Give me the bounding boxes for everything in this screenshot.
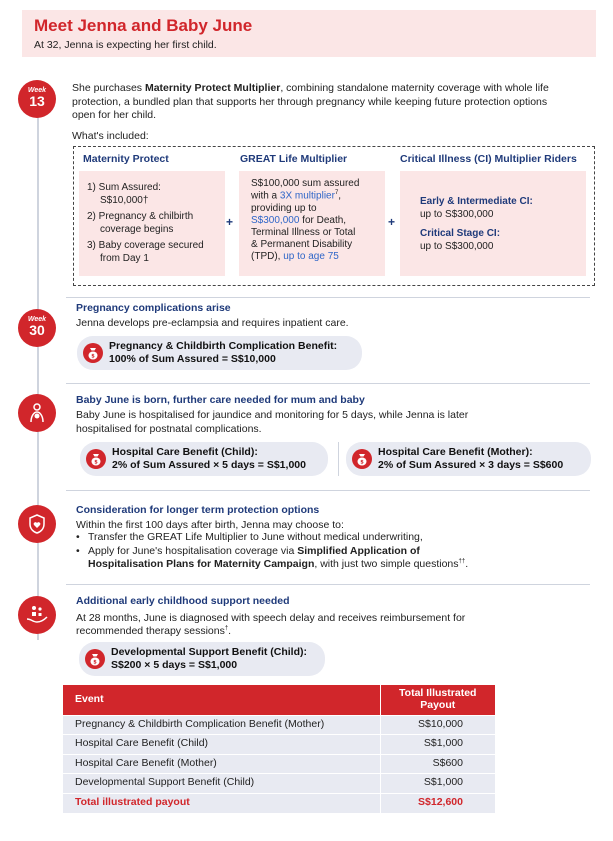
line2-post: , [338, 190, 342, 202]
table-row [63, 715, 495, 735]
ci-riders-box [400, 171, 586, 276]
great-life-line1: S$100,000 sum assured [251, 178, 360, 189]
svg-text:$: $ [91, 353, 95, 360]
option-text-post: , with just two simple questions [314, 558, 459, 571]
header-payout [380, 685, 495, 715]
maternity-protect-title: Maternity Protect [83, 153, 169, 165]
maternity-protect-box [79, 171, 225, 276]
divider-3 [66, 490, 590, 491]
mother-baby-icon [26, 402, 48, 424]
step1-intro [72, 82, 572, 123]
hospital-mother-pill [346, 442, 591, 476]
benefit-name: Developmental Support Benefit (Child): [111, 645, 308, 658]
money-bag-icon [83, 343, 103, 363]
row-payout: S$10,000 [380, 715, 495, 735]
table-row [63, 774, 495, 794]
critical-ci-title: Critical Stage CI: [420, 228, 501, 239]
complication-benefit-text [109, 340, 337, 366]
row-payout: S$1,000 [380, 774, 495, 794]
step4-options-list [76, 531, 468, 572]
money-bag-icon [352, 449, 372, 469]
step4-title: Consideration for longer term protection options [76, 504, 320, 516]
item-coverage-value: coverage begins [100, 224, 174, 235]
benefit-amount: 2% of Sum Assured × 3 days = S$600 [378, 459, 564, 471]
total-value: S$12,600 [380, 793, 495, 813]
timeline-line [37, 80, 39, 640]
page-subtitle: At 32, Jenna is expecting her first child. [34, 39, 217, 52]
benefit-name: Pregnancy & Childbirth Complication Benefit: [109, 339, 338, 352]
money-bag-icon [85, 649, 105, 669]
campaign-name-part2: Hospitalisation Plans for Maternity Campaign [88, 558, 315, 571]
step3-text-line1: Baby June is hospitalised for jaundice and monitoring for 5 days, while Jenna is later [76, 409, 469, 421]
mother-baby-badge [18, 394, 56, 432]
early-ci-title: Early & Intermediate CI: [420, 196, 533, 207]
campaign-name-part1: Simplified Application of [297, 544, 420, 557]
week-30-badge [18, 309, 56, 347]
line7-pre: (TPD), [251, 251, 284, 263]
table-header-row [63, 685, 495, 715]
ci-riders-title: Critical Illness (CI) Multiplier Riders [400, 153, 577, 165]
table-row [63, 754, 495, 774]
header-payout-line1: Total Illustrated [399, 687, 477, 700]
great-life-line5: Terminal Illness or Total [251, 227, 356, 239]
family-care-icon [25, 604, 49, 626]
svg-text:$: $ [360, 459, 364, 466]
divider-4 [66, 584, 590, 585]
step3-title: Baby June is born, further care needed for mum and baby [76, 394, 365, 406]
developmental-benefit-text [111, 646, 307, 672]
money-bag-icon [86, 449, 106, 469]
step5-text-line1: At 28 months, June is diagnosed with speech delay and receives reimbursement for [76, 612, 466, 624]
week-13-badge [18, 80, 56, 118]
item-baby-value: from Day 1 [100, 253, 149, 264]
hospital-child-pill [80, 442, 328, 476]
great-life-line4 [251, 215, 373, 227]
text-end: . [228, 625, 232, 637]
option-hospitalisation [76, 545, 468, 572]
plan-name: Maternity Protect Multiplier [144, 82, 281, 94]
step2-title: Pregnancy complications arise [76, 302, 231, 314]
row-event: Developmental Support Benefit (Child) [63, 774, 380, 794]
week-number: 13 [29, 93, 45, 109]
step4-text: Within the first 100 days after birth, Jenna may choose to: [76, 519, 344, 531]
week-number: 30 [29, 322, 45, 338]
protection-badge [18, 505, 56, 543]
included-label: What's included: [72, 130, 149, 142]
complication-benefit-pill [77, 336, 362, 370]
hospital-mother-text [378, 446, 563, 472]
row-payout: S$1,000 [380, 735, 495, 755]
benefit-name: Hospital Care Benefit (Mother): [378, 445, 533, 458]
great-life-line3: providing up to [251, 202, 317, 214]
item-baby-label: 3) Baby coverage secured [87, 240, 204, 251]
page-title: Meet Jenna and Baby June [34, 16, 253, 35]
benefit-name: Hospital Care Benefit (Child): [112, 445, 258, 458]
critical-ci-value: up to S$300,000 [420, 241, 494, 252]
great-life-box [239, 171, 385, 276]
option-text-end: . [465, 558, 469, 571]
amount-highlight: S$300,000 [251, 214, 300, 226]
footnote-dagger: † [224, 625, 229, 632]
row-payout: S$600 [380, 754, 495, 774]
week-label: Week [27, 87, 47, 94]
footnote-7: 7 [334, 190, 339, 197]
intro-text-end: , combining standalone maternity coverage with whole life protection, a bundled plan that supports her through pregnancy while keeping future protection options open for her child. [72, 82, 549, 122]
week-label: Week [27, 316, 47, 323]
family-badge [18, 596, 56, 634]
item-sum-assured-label: 1) Sum Assured: [87, 182, 161, 193]
header-payout-line2: Payout [420, 698, 456, 711]
benefit-amount: S$200 × 5 days = S$1,000 [111, 659, 238, 671]
text-line2: recommended therapy sessions [76, 625, 225, 637]
step3-text-line2: hospitalised for postnatal complications. [76, 423, 262, 435]
hospital-child-text [112, 446, 306, 472]
plus-sign-1: + [226, 215, 234, 229]
header-banner [22, 10, 596, 57]
shield-heart-icon [26, 513, 48, 535]
great-life-line2 [251, 190, 373, 203]
divider-1 [66, 297, 590, 298]
option-transfer: • Transfer the GREAT Life Multiplier to June without medical underwriting, [76, 531, 468, 545]
svg-text:$: $ [94, 459, 98, 466]
early-ci-value: up to S$300,000 [420, 209, 494, 220]
great-life-line6: & Permanent Disability [251, 239, 353, 251]
total-label: Total illustrated payout [63, 793, 380, 813]
pill-separator [338, 442, 339, 476]
row-event: Hospital Care Benefit (Mother) [63, 754, 380, 774]
step2-text: Jenna develops pre-eclampsia and requires inpatient care. [76, 317, 349, 329]
age-highlight: up to age 75 [283, 251, 339, 263]
benefit-amount: 2% of Sum Assured × 5 days = S$1,000 [112, 459, 306, 471]
payout-table [63, 685, 495, 813]
item-sum-assured-value: S$10,000† [100, 195, 149, 206]
intro-text-start: She purchases [72, 82, 145, 94]
footnote-marker: †† [458, 558, 466, 565]
great-life-line7 [251, 251, 373, 263]
row-event: Hospital Care Benefit (Child) [63, 735, 380, 755]
multiplier-highlight: 3X multiplier [279, 190, 335, 202]
table-row [63, 735, 495, 755]
benefit-amount: 100% of Sum Assured = S$10,000 [109, 353, 276, 365]
svg-text:$: $ [93, 659, 97, 666]
plan-components-box [73, 146, 595, 286]
line2-pre: with a [251, 190, 280, 202]
great-life-title: GREAT Life Multiplier [240, 153, 348, 165]
step5-text-line2 [76, 625, 231, 639]
item-coverage-label: 2) Pregnancy & chilbirth [87, 211, 194, 222]
line4-post: for Death, [299, 214, 347, 226]
table-total-row [63, 793, 495, 813]
row-event: Pregnancy & Childbirth Complication Benefit (Mother) [63, 715, 380, 735]
plus-sign-2: + [388, 215, 396, 229]
header-event: Event [63, 685, 380, 715]
developmental-benefit-pill [79, 642, 325, 676]
divider-2 [66, 383, 590, 384]
step5-title: Additional early childhood support needed [76, 595, 290, 607]
option-text-pre: Apply for June's hospitalisation coverage via [88, 544, 298, 557]
